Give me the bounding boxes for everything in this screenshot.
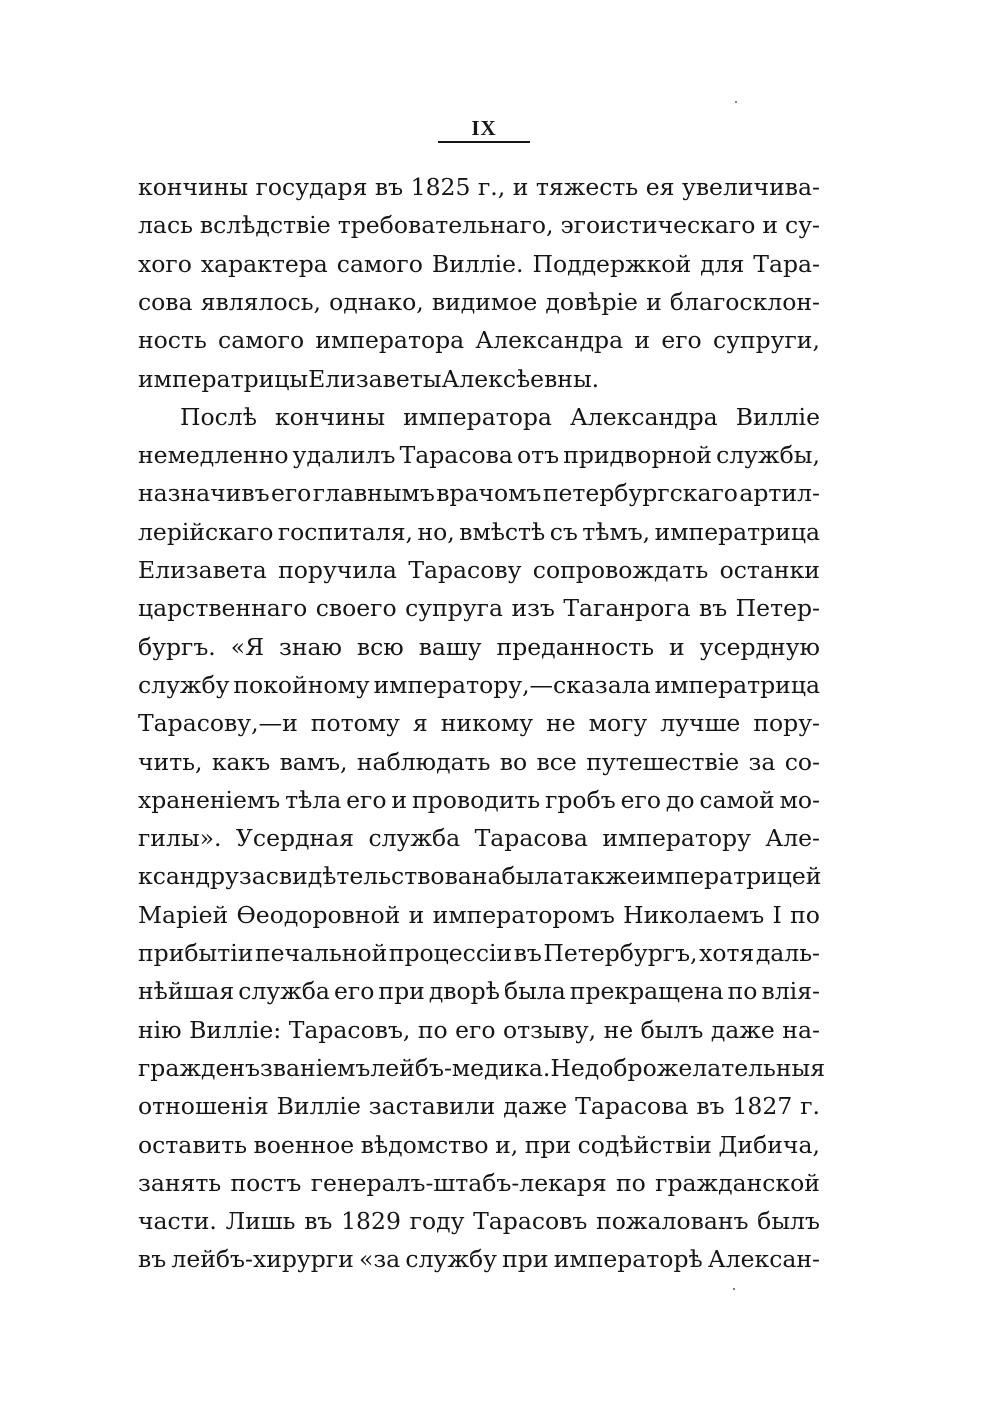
word: была [503,977,566,1006]
word: императору,—сказала [373,670,651,699]
word: Виллie: [189,1015,282,1044]
word: и [646,287,662,316]
word: придворной [563,441,712,470]
word: вмѣстѣ [459,517,546,546]
text-line [138,321,820,359]
word: лерійскаго [138,517,274,546]
word: Ѳеодоровной [236,900,401,929]
word: была [501,862,564,891]
text-line [138,551,820,589]
word: Недоброжелательныя [550,1053,826,1082]
word: императора [315,326,465,355]
word: служба [368,824,461,853]
word: его [620,785,661,814]
word: самого [218,326,305,355]
word: Тарасову [408,556,522,584]
word: лейбъ-медика. [370,1053,551,1082]
word: самого [336,249,423,278]
word: постъ [230,1168,302,1197]
word: преданность [496,632,655,661]
word: покойному [233,670,370,699]
word: увеличива- [682,173,820,201]
word: су- [785,211,820,240]
word: удалилъ [292,441,396,470]
word: пору- [753,709,820,738]
word: назначивъ [138,479,270,508]
word: занять [138,1168,222,1197]
word: видимое [431,287,538,316]
word: лейбъ-хирурги [171,1245,354,1274]
word: въ [513,939,542,967]
word: Але- [765,824,820,853]
word: въ [138,1245,167,1274]
word: 1825 [410,173,471,201]
text-line [138,743,820,781]
word: изъ [511,594,555,623]
word: въ [699,594,728,623]
word: императору [602,824,751,853]
word: царственнаго [138,594,308,623]
text-line [138,1087,820,1125]
word: генералъ-штабъ-лекаря [310,1168,607,1197]
word: Тара- [753,249,820,278]
word: «Я [230,632,265,661]
word: императрица [654,517,820,546]
text-line [138,1202,820,1240]
word: но, [417,517,455,546]
page-number: IX [438,116,530,143]
word: наблюдать [356,747,491,776]
word: не [546,709,576,738]
text-line [138,857,820,895]
scan-speck [733,1288,735,1290]
word: при [524,1130,572,1159]
word: Алексан- [707,1245,820,1274]
word: характера [200,249,328,278]
word: Усердная [235,824,354,853]
word: госпиталя, [277,517,414,546]
word: супруга [405,594,503,623]
word: и [512,173,529,201]
word: потому [310,709,400,738]
word: прибытіи [138,939,254,967]
word: кончины [138,173,249,201]
word: прекращена [569,977,724,1006]
word: со- [784,747,820,776]
word: Тарасовъ, [288,1015,411,1044]
text-line [138,628,820,666]
word: императора [403,402,552,431]
word: до [665,785,695,814]
word: въ [304,1207,333,1236]
word: военное [253,1130,355,1159]
word: также [563,862,641,891]
word: Алексѣевны. [441,364,600,393]
word: главнымъ [312,479,435,508]
text-line [138,934,820,972]
word: усердную [699,632,820,661]
word: пожалованъ [596,1207,749,1236]
word: Тарасова [474,824,588,853]
word: на- [782,1015,820,1044]
word: при [502,1245,549,1274]
word: поручила [278,556,397,584]
word: даль- [755,939,820,967]
word: съ [549,517,578,546]
word: даже [710,1015,775,1044]
word: немедленно [138,441,289,470]
word: гражданской [655,1168,820,1197]
word: отзыву, [502,1015,597,1044]
word: императрица [654,670,820,699]
text-line [138,245,820,283]
word: благосклон- [669,287,820,316]
word: ксандру [138,862,239,891]
text-line [138,896,820,934]
text-line [138,283,820,321]
word: 1827 [732,1092,793,1121]
word: лась [138,211,193,240]
text-line [138,781,820,819]
word: вамъ, [279,747,348,776]
word: Петер- [735,594,820,623]
word: Тарасова [399,441,513,470]
word: сова [138,287,193,316]
word: императоромъ [432,900,615,929]
word: нію [138,1015,182,1044]
word: храненіемъ [138,785,281,814]
word: Елизавета [138,556,267,584]
word: Тарасову,—и [138,709,298,738]
word: Лишь [225,1207,296,1236]
scan-speck [735,101,737,103]
word: я [412,709,428,738]
word: Дибича, [718,1130,820,1159]
word: Поддержкой [532,249,692,278]
word: и [669,632,685,661]
word: вѣдомство [360,1130,489,1159]
word: путешествіе [586,747,740,776]
word: по [616,1168,646,1197]
text-line [138,1011,820,1049]
word: его [333,977,375,1006]
text-line [138,206,820,244]
word: артил- [739,479,820,508]
word: тѣмъ, [582,517,651,546]
word: части. [138,1207,217,1236]
word: «за [358,1245,401,1274]
word: никому [440,709,534,738]
word: какъ [211,747,271,776]
word: мо- [779,785,820,814]
word: гражденъ [138,1053,260,1082]
word: его [270,479,312,508]
word: врачомъ [436,479,542,508]
word: его [661,326,702,355]
word: Петербургъ, [543,939,698,967]
word: I [772,900,782,929]
word: и [408,900,425,929]
word: сопровождать [532,556,709,584]
word: влія- [761,977,820,1006]
word: супруги, [712,326,820,355]
word: могу [588,709,648,738]
word: лучше [660,709,741,738]
word: Тарасовъ [473,1207,588,1236]
word: вашу [418,632,482,661]
word: его [346,785,387,814]
word: и, [495,1130,519,1159]
text-line [138,972,820,1010]
text-line [138,360,820,398]
text-line [180,398,820,436]
word: императрицей [640,862,822,891]
word: проводить [412,785,541,814]
word: Таганрога [563,594,691,623]
word: вслѣдствіе [199,211,331,240]
word: тѣла [285,785,342,814]
word: службы, [716,441,820,470]
text-line [138,436,820,474]
word: всю [356,632,404,661]
text-line [138,1164,820,1202]
text-line [138,819,820,857]
word: званіемъ [259,1053,371,1082]
word: нѣйшая [138,977,235,1006]
word: дворѣ [428,977,500,1006]
word: отъ [517,441,560,470]
word: отношенія [138,1092,269,1121]
word: и [634,326,651,355]
word: все [536,747,577,776]
word: своего [315,594,397,623]
word: императорѣ [553,1245,703,1274]
word: Тарасова [575,1092,689,1121]
text-line [138,1240,820,1278]
word: году [409,1207,465,1236]
word: службу [405,1245,497,1274]
word: ность [138,326,207,355]
word: былъ [640,1015,704,1044]
word: заставили [368,1092,496,1121]
word: самой [699,785,775,814]
word: засвидѣтельствована [238,862,502,891]
word: чить, [138,747,203,776]
word: въ [696,1092,725,1121]
word: служба [238,977,330,1006]
word: и [391,785,408,814]
word: государя [255,173,368,201]
word: по [417,1015,448,1044]
word: довѣріе [545,287,638,316]
text-line [138,1049,826,1087]
word: при [378,977,425,1006]
text-line [138,513,820,551]
word: во [499,747,528,776]
word: по [790,900,820,929]
word: Виллie [735,402,820,431]
word: 1829 [341,1207,401,1236]
word: являлось, [200,287,322,316]
text-line [138,168,820,206]
word: Послѣ [180,402,257,431]
word: ея [645,173,675,201]
word: Елизаветы [308,364,442,393]
word: эгоистическаго [560,211,756,240]
word: г. [800,1092,820,1121]
word: для [700,249,745,278]
word: останки [719,556,820,584]
word: его [455,1015,496,1044]
word: бургъ. [138,632,216,661]
word: въ [374,173,404,201]
word: хого [138,249,192,278]
word: за [748,747,776,776]
word: г., [477,173,506,201]
text-line [138,474,820,512]
word: гробъ [545,785,616,814]
word: былъ [757,1207,820,1236]
text-line [138,704,820,742]
text-line [138,1126,820,1164]
word: по [727,977,758,1006]
word: требовательнаго, [337,211,554,240]
word: оставить [138,1130,248,1159]
word: знаю [279,632,342,661]
word: императрицы [138,364,309,393]
word: печальной [254,939,388,967]
word: и [762,211,779,240]
word: Виллie. [431,249,524,278]
word: однако, [329,287,424,316]
word: Александра [570,402,718,431]
word: хотя [699,939,755,967]
word: не [603,1015,634,1044]
word: кончины [274,402,386,431]
word: Виллie [276,1092,361,1121]
word: процессіи [388,939,513,967]
word: петербургскаго [542,479,738,508]
text-line [138,666,820,704]
word: Николаемъ [623,900,765,929]
word: Александра [475,326,624,355]
word: гилы». [138,824,222,853]
word: службу [138,670,230,699]
word: тяжесть [535,173,639,201]
word: содѣйствіи [577,1130,712,1159]
text-line [138,589,820,627]
word: даже [503,1092,568,1121]
word: Маріей [138,900,229,929]
